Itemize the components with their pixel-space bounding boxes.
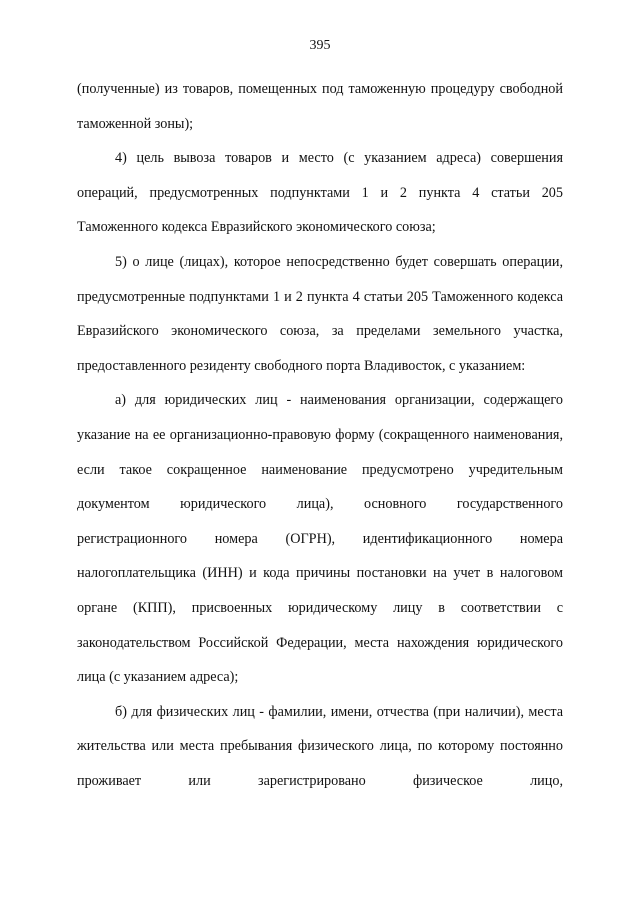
paragraph-item-a: а) для юридических лиц - наименования организации, содержащего указание на ее организационно-правовую форму (сокращенного наименования, если такое сокращенное наименование предусмотрено учредительным документом юридического лица), основного государственного регистрационного номера (ОГРН), идентификационного номера налогоплательщика (ИНН) и кода причины постановки на учет в налоговом органе (КПП), присвоенных юридическому лицу в соответствии с законодательством Российской Федерации, места нахождения юридического лица (с указанием адреса);	[77, 392, 563, 686]
paragraph-continuation: (полученные) из товаров, помещенных под таможенную процедуру свободной таможенной зоны);	[77, 81, 563, 132]
paragraph-item-5: 5) о лице (лицах), которое непосредственно будет совершать операции, предусмотренные подпунктами 1 и 2 пункта 4 статьи 205 Таможенного кодекса Евразийского экономического союза, за пределами земельного участка, предоставленного резиденту свободного порта Владивосток, с указанием:	[77, 253, 563, 374]
paragraph-item-4: 4) цель вывоза товаров и место (с указанием адреса) совершения операций, предусмотренных подпунктами 1 и 2 пункта 4 статьи 205 Таможенного кодекса Евразийского экономического союза;	[77, 150, 563, 236]
paragraph-item-b: б) для физических лиц - фамилии, имени, отчества (при наличии), места жительства или места пребывания физического лица, по которому постоянно проживает или зарегистрировано физическое лицо,	[77, 703, 563, 789]
page-number: 395	[309, 38, 331, 53]
document-body	[77, 72, 563, 798]
